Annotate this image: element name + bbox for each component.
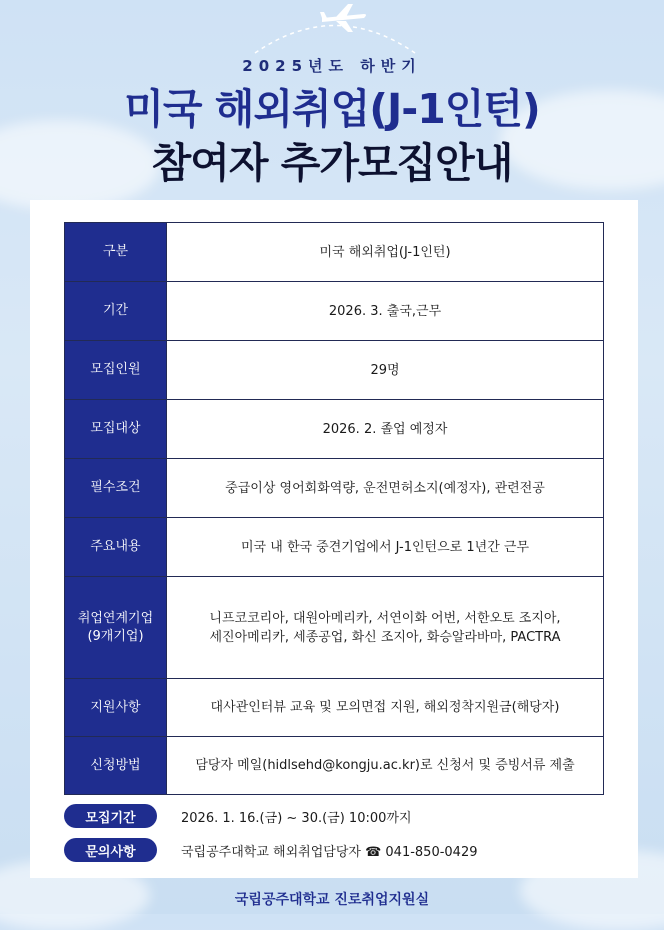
airplane-icon bbox=[318, 0, 368, 34]
row-value: 중급이상 영어회화역량, 운전면허소지(예정자), 관련전공 bbox=[167, 459, 604, 518]
contact-row bbox=[64, 838, 478, 862]
row-value bbox=[167, 577, 604, 679]
row-label bbox=[65, 577, 167, 679]
page-title-line1: 미국 해외취업(J-1인턴) bbox=[124, 85, 540, 133]
table-row bbox=[65, 577, 604, 679]
row-value: 2026. 2. 졸업 예정자 bbox=[167, 400, 604, 459]
period-text: 2026. 1. 16.(금) ~ 30.(금) 10:00까지 bbox=[181, 810, 412, 826]
row-value: 대사관인터뷰 교육 및 모의면접 지원, 해외정착지원금(해당자) bbox=[167, 679, 604, 737]
contact-text: 국립공주대학교 해외취업담당자 ☎ 041-850-0429 bbox=[181, 844, 478, 860]
row-label: 기간 bbox=[65, 282, 167, 341]
footer-organization: 국립공주대학교 진로취업지원실 bbox=[234, 892, 430, 908]
row-label: 신청방법 bbox=[65, 737, 167, 795]
info-table bbox=[64, 222, 604, 795]
row-value: 2026. 3. 출국,근무 bbox=[167, 282, 604, 341]
table-row bbox=[65, 679, 604, 737]
table-row bbox=[65, 459, 604, 518]
row-value-line: 니프코코리아, 대원아메리카, 서연이화 어번, 서한오토 조지아, bbox=[209, 610, 561, 626]
table-row bbox=[65, 223, 604, 282]
info-card bbox=[30, 200, 638, 878]
table-row bbox=[65, 400, 604, 459]
row-label: 구분 bbox=[65, 223, 167, 282]
contact-badge: 문의사항 bbox=[64, 838, 157, 862]
row-label: 필수조건 bbox=[65, 459, 167, 518]
period-badge: 모집기간 bbox=[64, 804, 157, 828]
row-label: 모집인원 bbox=[65, 341, 167, 400]
row-value: 29명 bbox=[167, 341, 604, 400]
row-label: 주요내용 bbox=[65, 518, 167, 577]
row-label-line: (9개기업) bbox=[87, 628, 144, 644]
row-value-line: 세진아메리카, 세종공업, 화신 조지아, 화승알라바마, PACTRA bbox=[209, 629, 561, 645]
row-label: 모집대상 bbox=[65, 400, 167, 459]
row-value: 미국 해외취업(J-1인턴) bbox=[167, 223, 604, 282]
row-label: 지원사항 bbox=[65, 679, 167, 737]
page-title-line2: 참여자 추가모집안내 bbox=[151, 139, 513, 187]
row-value: 담당자 메일(hidlsehd@kongju.ac.kr)로 신청서 및 증빙서류 제출 bbox=[167, 737, 604, 795]
row-label-line: 취업연계기업 bbox=[77, 610, 154, 626]
period-row bbox=[64, 804, 412, 828]
table-row bbox=[65, 518, 604, 577]
table-row bbox=[65, 737, 604, 795]
row-value: 미국 내 한국 중견기업에서 J-1인턴으로 1년간 근무 bbox=[167, 518, 604, 577]
table-row bbox=[65, 282, 604, 341]
table-row bbox=[65, 341, 604, 400]
subtitle: 2025년도 하반기 bbox=[242, 57, 422, 75]
